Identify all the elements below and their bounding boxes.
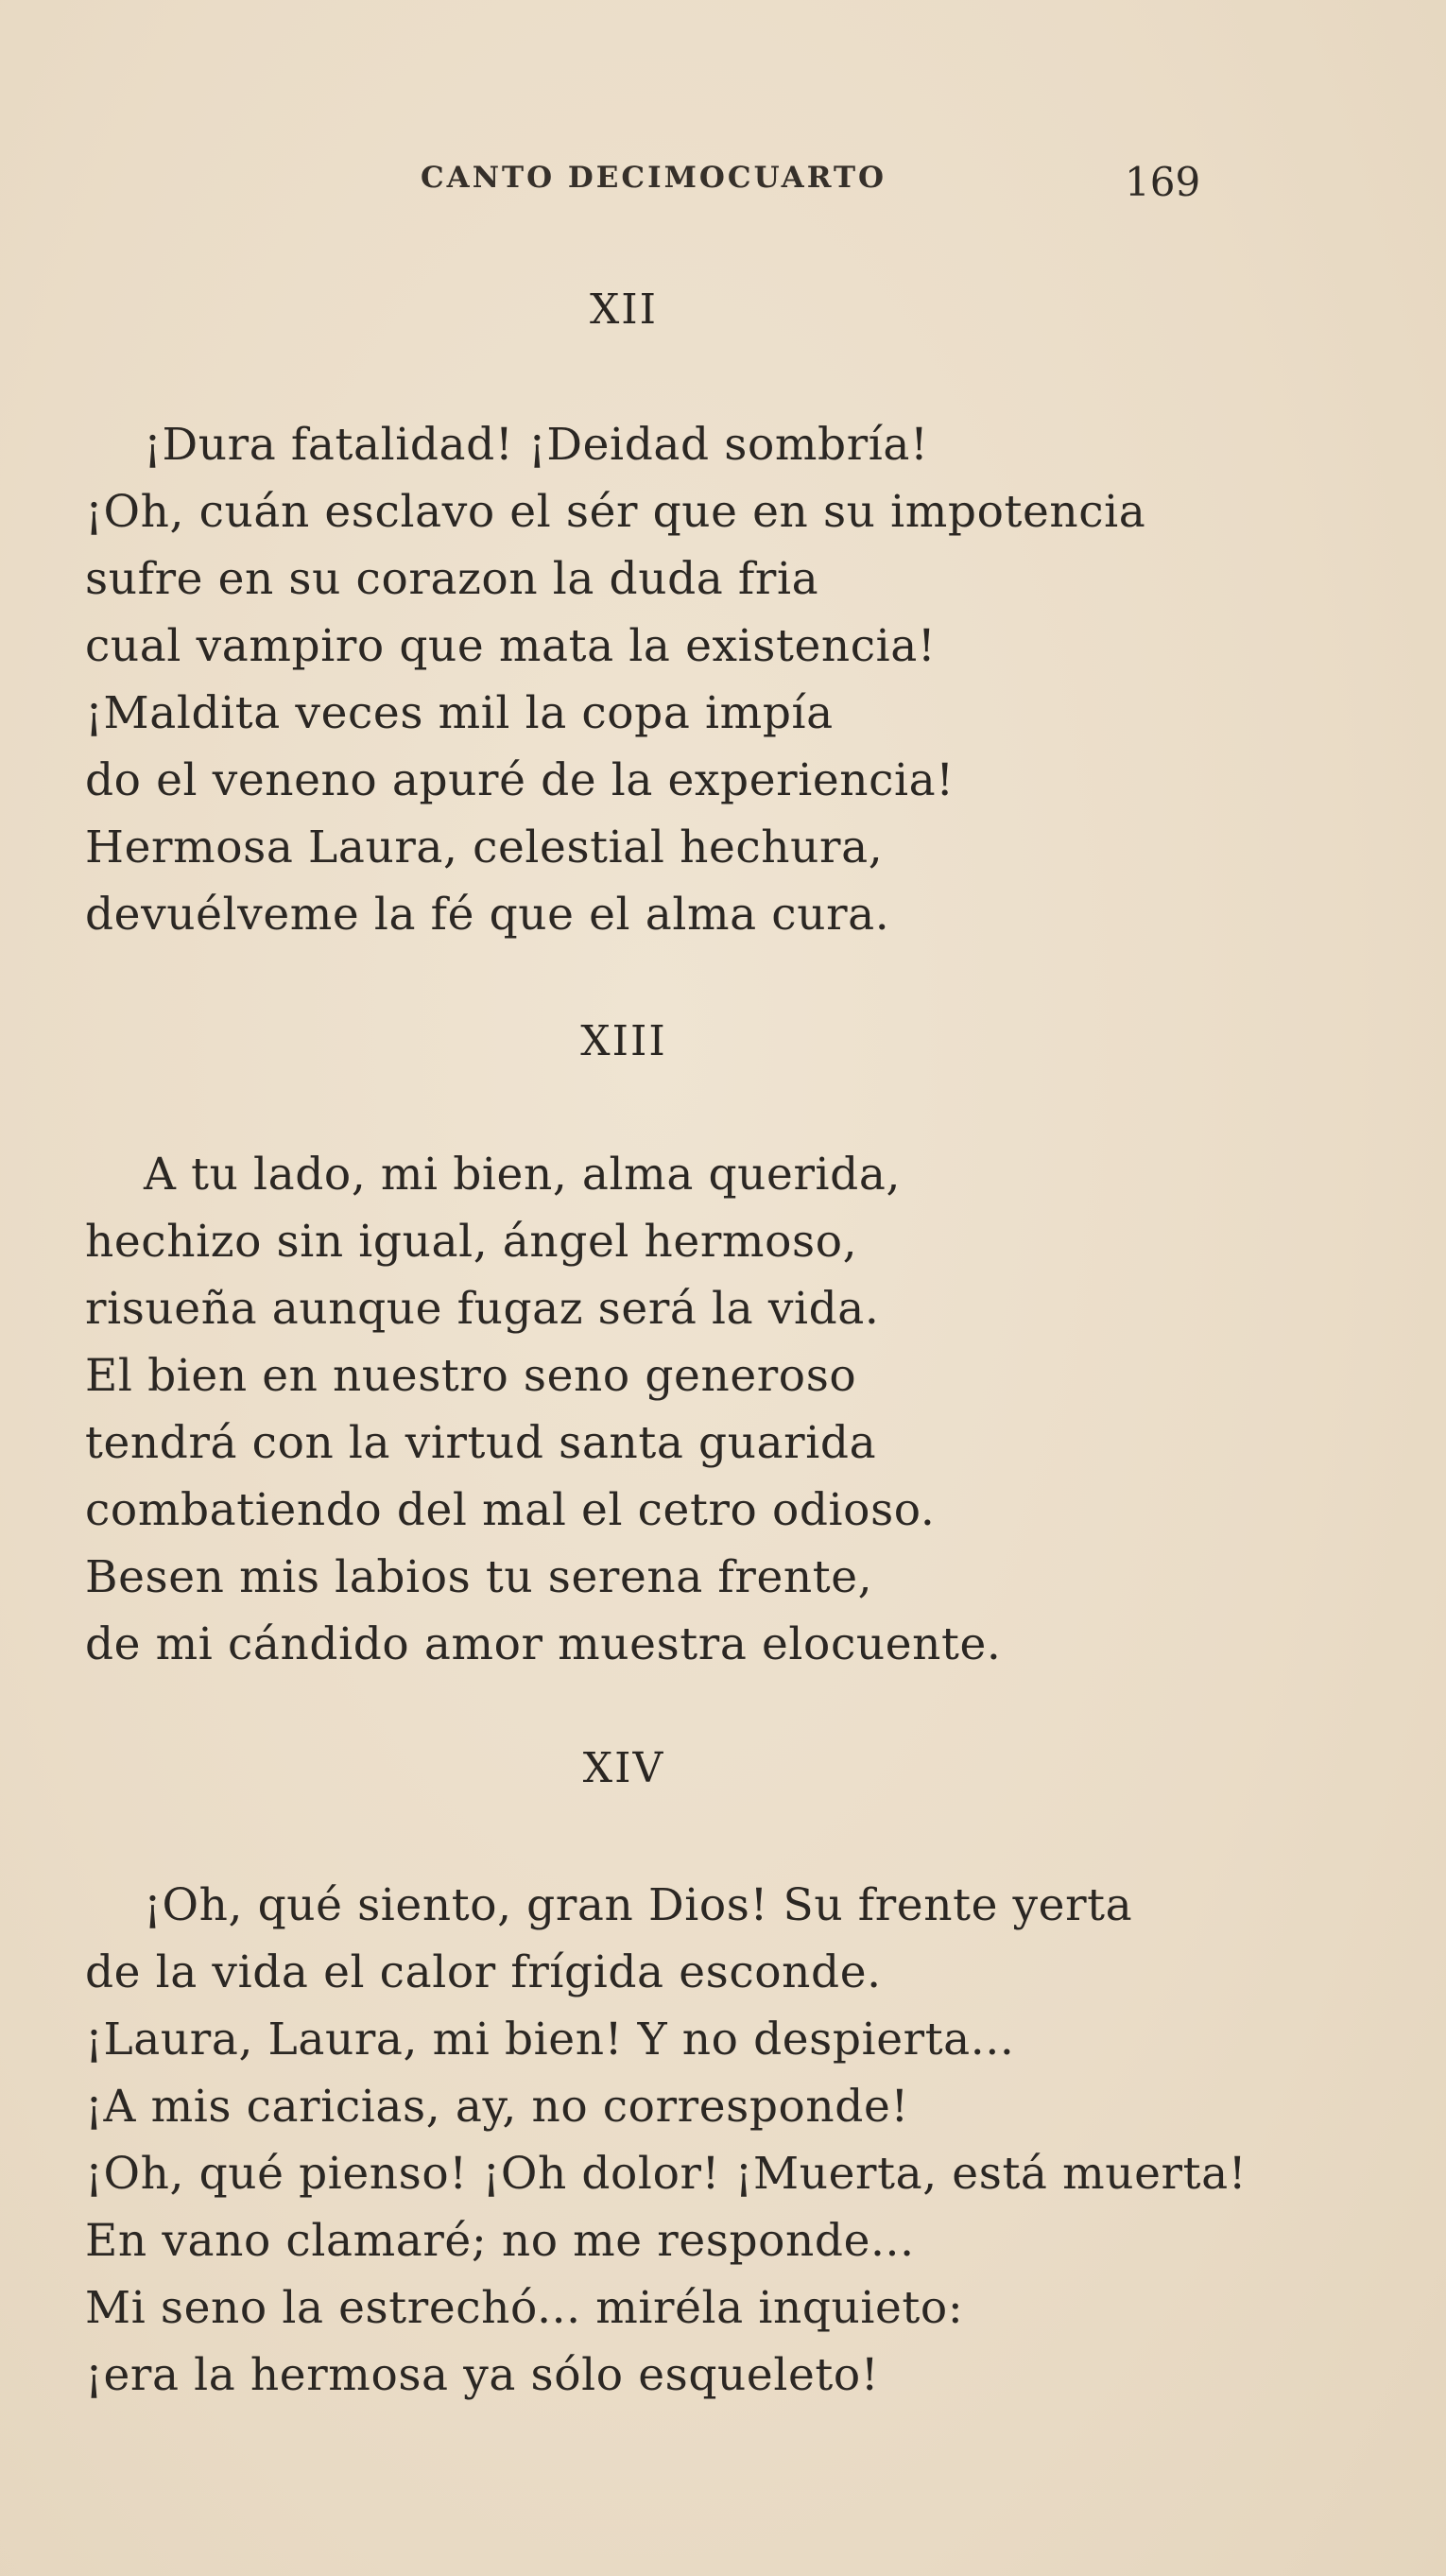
verse-line: En vano clamaré; no me responde... [85,2215,915,2267]
running-head: CANTO DECIMOCUARTO [421,161,887,195]
verse-line: ¡Oh, qué siento, gran Dios! Su frente yerta [144,1879,1133,1931]
verse-line: tendrá con la virtud santa guarida [85,1417,877,1469]
verse-line: ¡Dura fatalidad! ¡Deidad sombría! [144,419,929,471]
verse-line: sufre en su corazon la duda fria [85,553,819,605]
verse-line: cual vampiro que mata la existencia! [85,620,937,672]
stanza-number-xiii: XIII [580,1017,667,1065]
verse-line: Mi seno la estrechó... miréla inquieto: [85,2282,964,2334]
stanza-number-xii: XII [589,285,659,334]
verse-line: hechizo sin igual, ángel hermoso, [85,1216,858,1268]
verse-line: ¡Oh, cuán esclavo el sér que en su impotencia [85,486,1146,538]
verse-line: Hermosa Laura, celestial hechura, [85,821,884,873]
verse-line: A tu lado, mi bien, alma querida, [144,1149,902,1201]
verse-line: Besen mis labios tu serena frente, [85,1551,873,1603]
verse-line: risueña aunque fugaz será la vida. [85,1283,880,1335]
verse-line: ¡era la hermosa ya sólo esqueleto! [85,2349,880,2401]
verse-line: de la vida el calor frígida esconde. [85,1946,882,1998]
page-number: 169 [1125,159,1201,205]
verse-line: ¡A mis caricias, ay, no corresponde! [85,2081,909,2133]
verse-line: combatiendo del mal el cetro odioso. [85,1484,936,1536]
stanza-xiv [85,1872,1248,2409]
verse-line: devuélveme la fé que el alma cura. [85,889,890,941]
stanza-xiii [85,1141,1219,1678]
verse-line: El bien en nuestro seno generoso [85,1350,857,1402]
verse-line: ¡Maldita veces mil la copa impía [85,687,834,739]
stanza-number-xiv: XIV [582,1744,665,1792]
verse-line: ¡Laura, Laura, mi bien! Y no despierta... [85,2014,1015,2066]
verse-line: ¡Oh, qué pienso! ¡Oh dolor! ¡Muerta, está muerta! [85,2148,1248,2200]
stanza-xii [85,411,1219,948]
verse-line: do el veneno apuré de la experiencia! [85,754,955,806]
verse-line: de mi cándido amor muestra elocuente. [85,1618,1002,1670]
